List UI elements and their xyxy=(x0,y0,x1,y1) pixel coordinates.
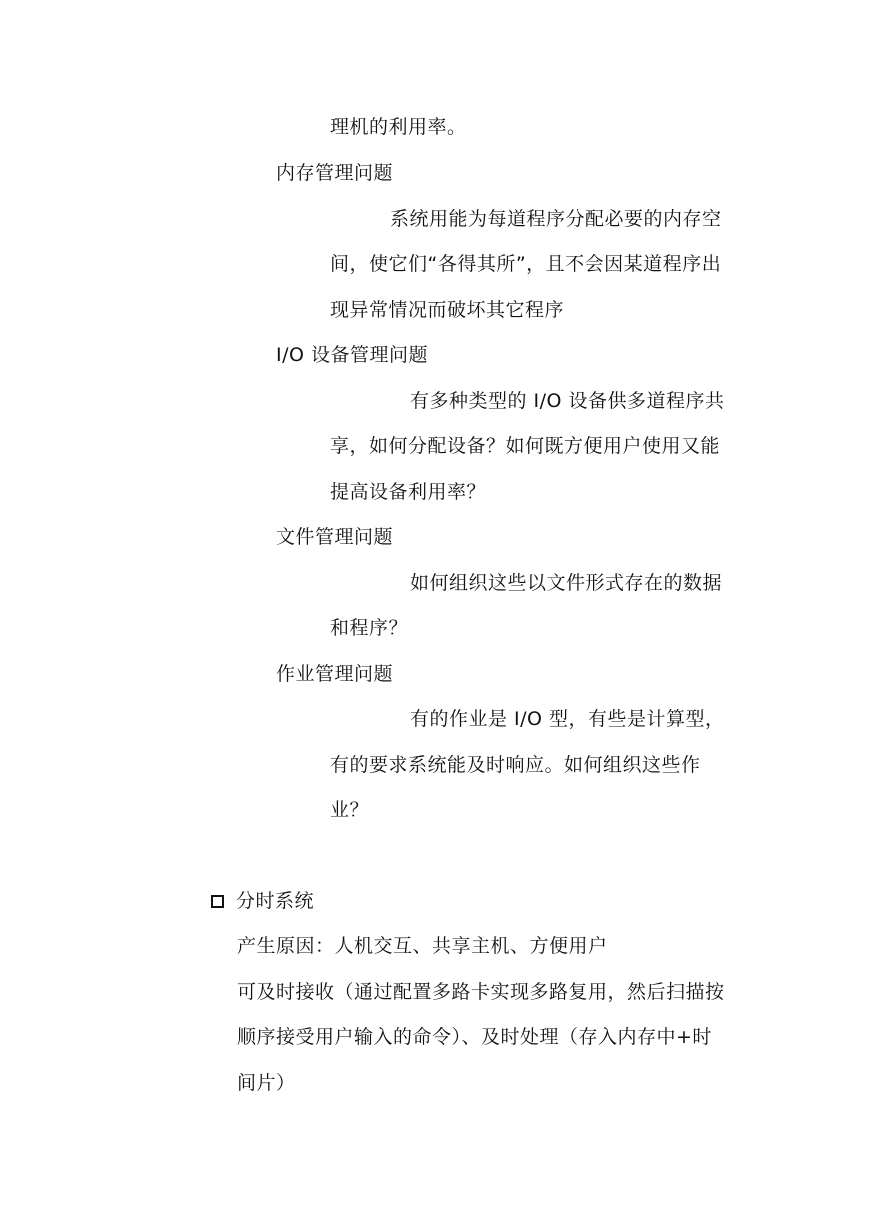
file-text-line-2: 和程序？ xyxy=(330,617,409,639)
heading-file-management: 文件管理问题 xyxy=(276,526,394,548)
heading-job-management: 作业管理问题 xyxy=(276,663,394,685)
job-text-line-2: 有的要求系统能及时响应。如何组织这些作 xyxy=(330,754,701,776)
bullet-title: 分时系统 xyxy=(236,890,315,912)
io-text-line-3: 提高设备利用率？ xyxy=(330,481,487,503)
time-sharing-line-1: 产生原因：人机交互、共享主机、方便用户 xyxy=(237,935,608,957)
time-sharing-line-2: 可及时接收（通过配置多路卡实现多路复用，然后扫描按 xyxy=(237,981,725,1003)
job-text-line-1: 有的作业是 I/O 型，有些是计算型， xyxy=(410,708,725,730)
job-text-line-3: 业？ xyxy=(330,799,370,821)
heading-memory-management: 内存管理问题 xyxy=(276,162,394,184)
memory-text-line-2: 间，使它们“各得其所”，且不会因某道程序出 xyxy=(330,253,722,275)
io-text-line-2: 享，如何分配设备？如何既方便用户使用又能 xyxy=(330,435,721,457)
square-bullet-icon xyxy=(211,895,224,908)
io-text-line-1: 有多种类型的 I/O 设备供多道程序共 xyxy=(410,390,725,412)
time-sharing-line-3: 顺序接受用户输入的命令）、及时处理（存入内存中+时 xyxy=(237,1026,712,1048)
paragraph-continuation: 理机的利用率。 xyxy=(330,116,467,138)
file-text-line-1: 如何组织这些以文件形式存在的数据 xyxy=(410,572,723,594)
time-sharing-line-4: 间片） xyxy=(237,1072,296,1094)
memory-text-line-1: 系统用能为每道程序分配必要的内存空 xyxy=(390,208,722,230)
heading-io-management: I/O 设备管理问题 xyxy=(276,344,428,366)
bullet-time-sharing xyxy=(211,888,314,914)
memory-text-line-3: 现异常情况而破坏其它程序 xyxy=(330,299,565,321)
